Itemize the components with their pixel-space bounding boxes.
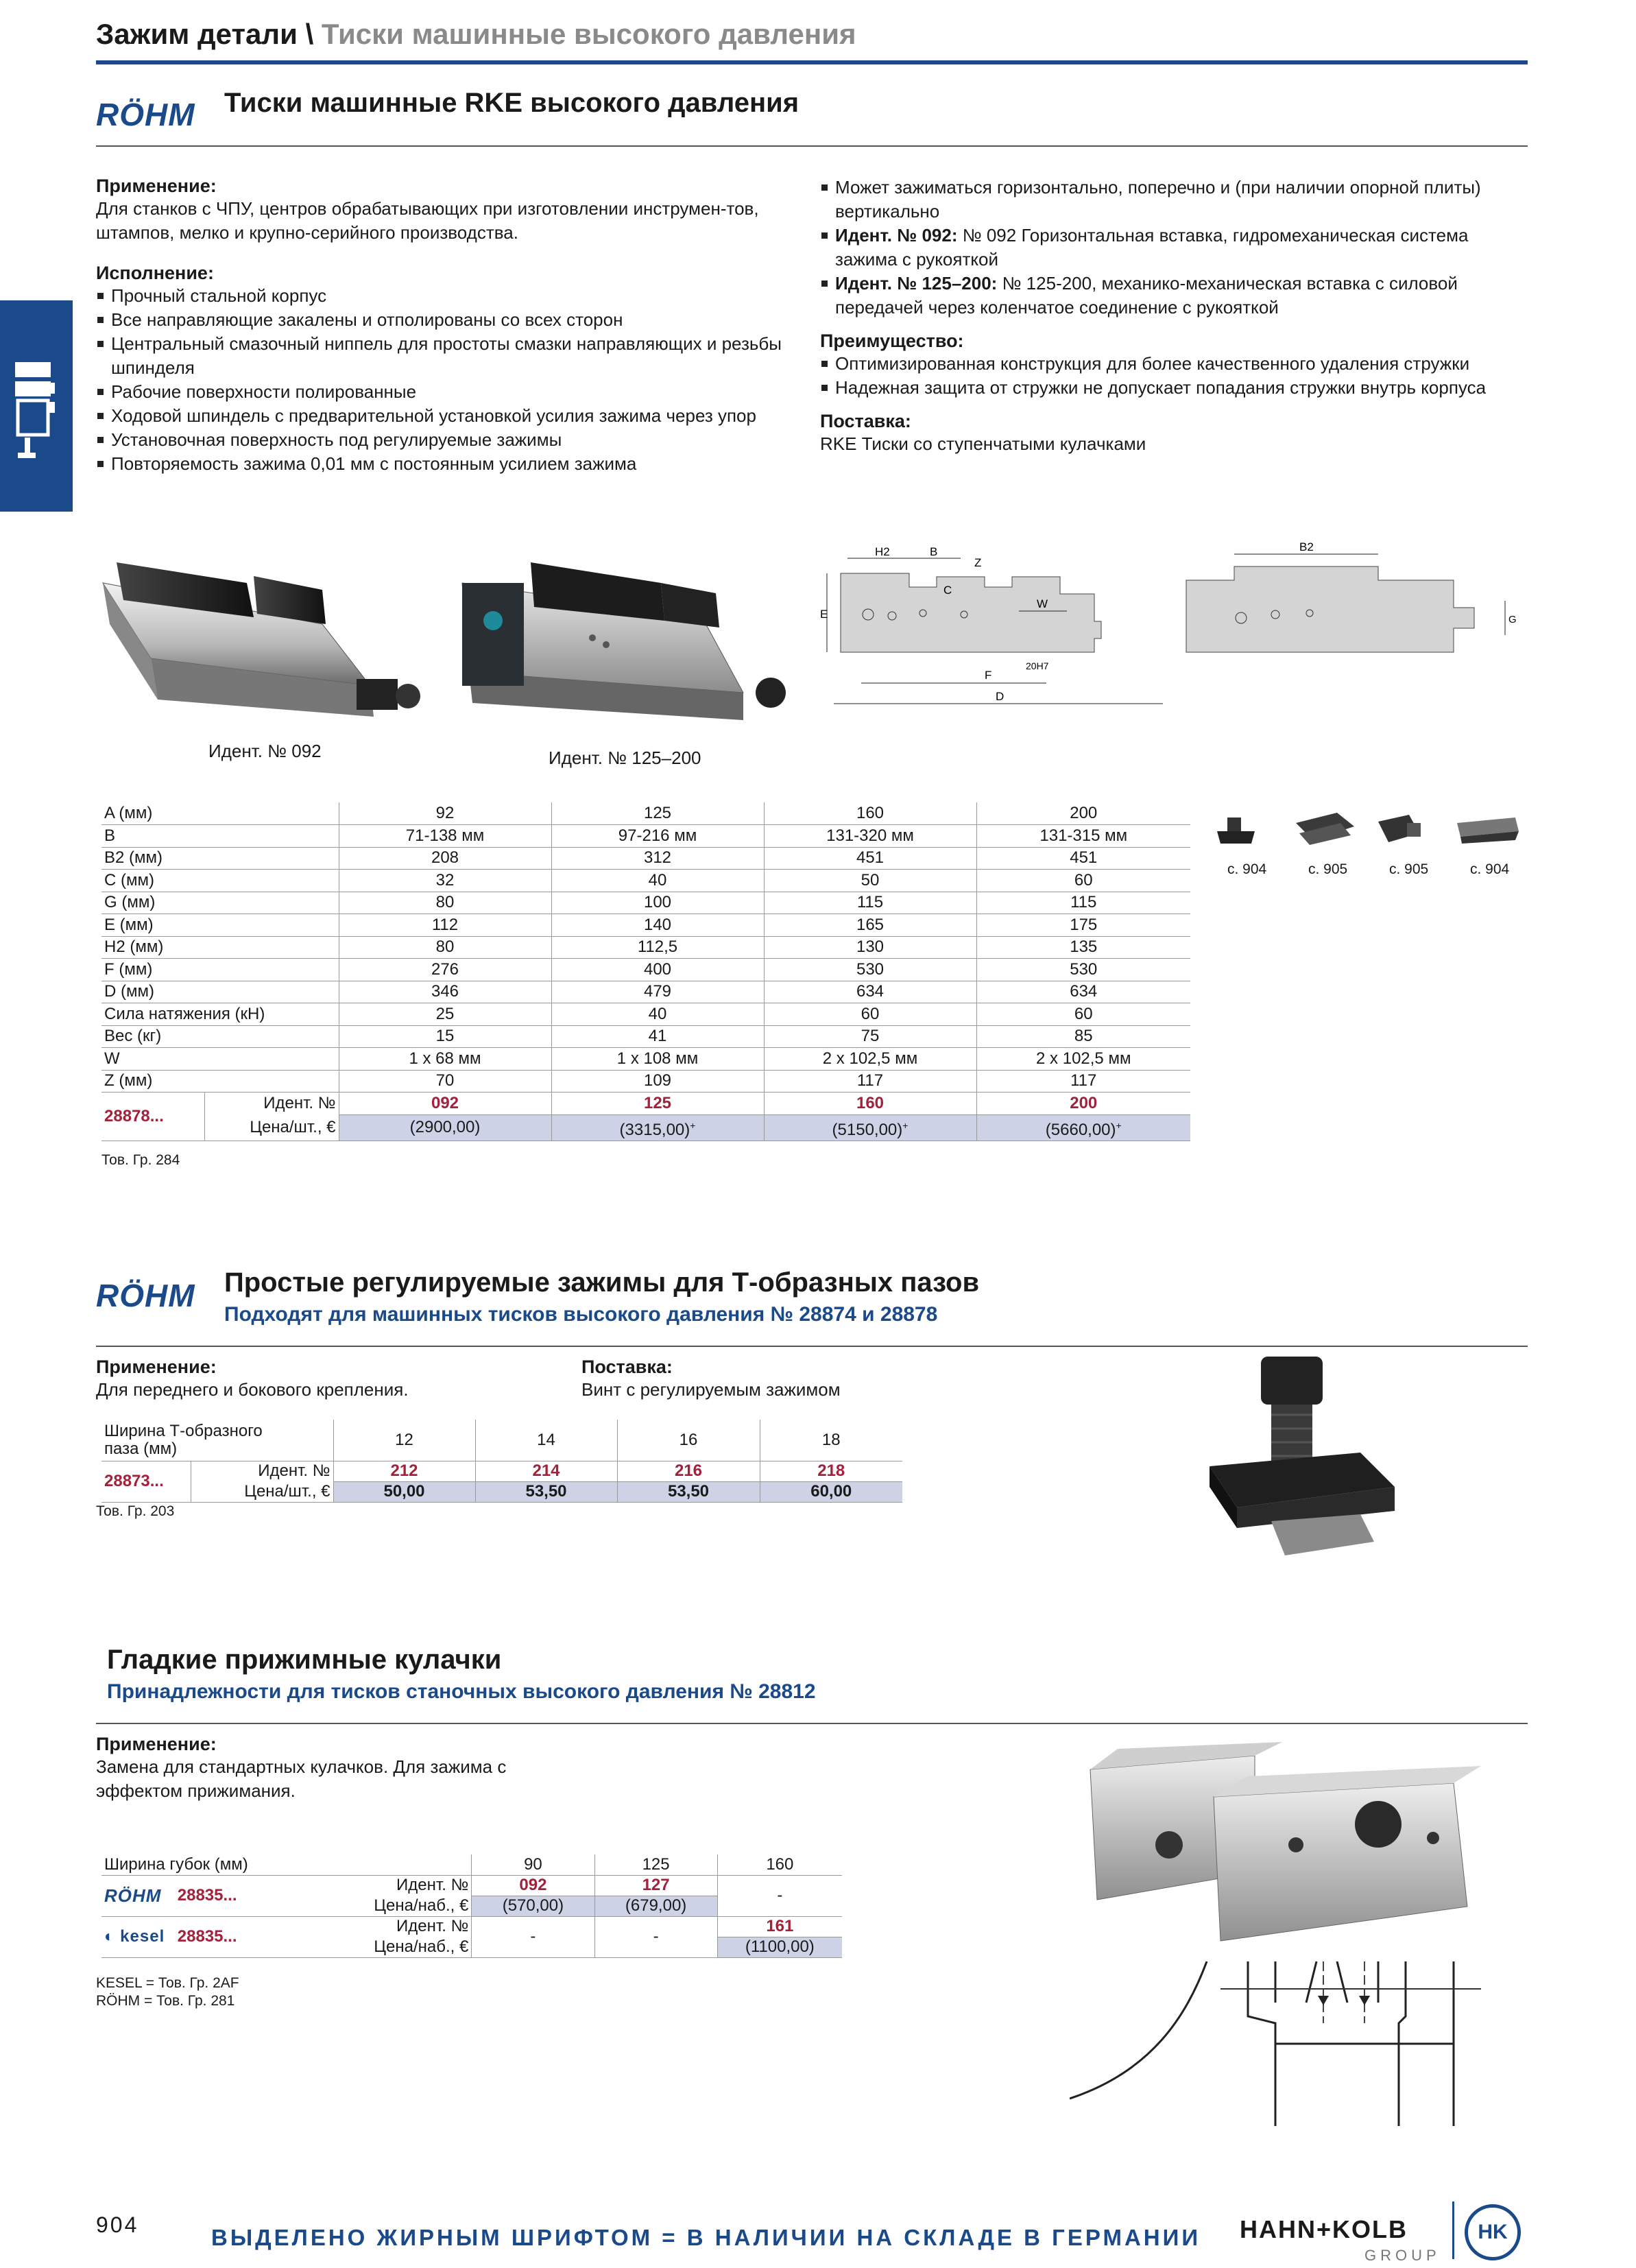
rohm-logo: RÖHM: [96, 97, 195, 132]
ident-200: 200: [976, 1093, 1190, 1115]
svg-text:B2: B2: [1299, 540, 1314, 553]
section-side-tab[interactable]: [0, 300, 73, 512]
vise-092-caption: Идент. № 092: [208, 741, 322, 761]
ident-row: 28878... Идент. № 092 125 160 200: [101, 1093, 1190, 1115]
s3-application: [96, 1734, 562, 1803]
table-row: F (мм) 276 400 530 530: [101, 959, 1190, 981]
s1-left-column: [96, 176, 816, 476]
table-row: A (мм) 92 125 160 200: [101, 802, 1190, 825]
list-item: Идент. № 092: № 092 Горизонтальная вставка, гидромеханическая система зажима с рукояткой: [820, 224, 1526, 272]
ident-160: 160: [764, 1093, 976, 1115]
price-row: Цена/наб., € (570,00) (679,00): [101, 1896, 842, 1916]
jaws-section-drawing: [1070, 1961, 1515, 2126]
list-item: Может зажиматься горизонтально, поперечно и (при наличии опорной плиты) вертикально: [820, 176, 1526, 224]
list-item: Надежная защита от стружки не допускает попадания стружки внутрь корпуса: [820, 376, 1526, 400]
table-row: E (мм) 112 140 165 175: [101, 914, 1190, 937]
s1-right-list: [820, 176, 1526, 320]
s3-price-table: [101, 1854, 842, 1958]
accessory-caption[interactable]: с. 905: [1389, 861, 1429, 877]
order-number: 28835...: [175, 1875, 256, 1916]
kesel-logo: ◐ kesel: [101, 1916, 175, 1957]
rohm-logo: RÖHM: [96, 1278, 195, 1313]
table-row: D (мм) 346 479 634 634: [101, 981, 1190, 1003]
page-number: 904: [96, 2212, 139, 2237]
svg-text:E: E: [820, 608, 828, 621]
table-row: G (мм) 80 100 115 115: [101, 892, 1190, 914]
hahn-kolb-group: GROUP: [1364, 2247, 1441, 2264]
order-number: 28878...: [101, 1093, 204, 1141]
footer-divider: [1452, 2201, 1454, 2259]
s2-subtitle: Подходят для машинных тисков высокого давления № 28874 и 28878: [224, 1303, 938, 1326]
s2-price-table: [101, 1420, 902, 1503]
list-item: Ходовой шпиндель с предварительной установкой усилия зажима через упор: [96, 404, 816, 428]
s1-right-column: [820, 176, 1526, 456]
hk-emblem-icon: HK: [1465, 2204, 1521, 2260]
vise-icon: [0, 300, 73, 512]
s3-app-label: Применение:: [96, 1734, 217, 1754]
svg-text:C: C: [943, 584, 952, 597]
header-separator: \: [297, 18, 322, 50]
s3-subtitle: Принадлежности для тисков станочных высокого давления № 28812: [107, 1680, 816, 1703]
page-header-title: [96, 18, 856, 51]
s1-supply-text: RKE Тиски со ступенчатыми кулачками: [820, 433, 1146, 454]
s1-product-group: Тов. Гр. 284: [101, 1152, 180, 1168]
s1-exec-list: [96, 284, 816, 476]
table-row: W 1 х 68 мм 1 х 108 мм 2 х 102,5 мм 2 х 102,5 мм: [101, 1048, 1190, 1071]
order-number: 28873...: [101, 1461, 191, 1502]
price-row: Цена/шт., € 50,00 53,50 53,50 60,00: [101, 1481, 902, 1502]
table-row: Вес (кг) 15 41 75 85: [101, 1025, 1190, 1048]
ident-092: 092: [339, 1093, 551, 1115]
s1-supply-label: Поставка:: [820, 411, 911, 431]
s2-app-text: Для переднего и бокового крепления.: [96, 1379, 409, 1400]
ident-row: ◐ kesel 28835... Идент. № - - 161: [101, 1916, 842, 1937]
s2-supply: [581, 1357, 993, 1402]
header-sub: Тиски машинные высокого давления: [321, 18, 856, 50]
s1-exec-label: Исполнение:: [96, 263, 214, 283]
svg-text:W: W: [1037, 597, 1048, 610]
list-item: Идент. № 125–200: № 125-200, механико-механическая вставка с силовой передачей через коленчатое соединение с рукояткой: [820, 272, 1526, 320]
s3-note-rohm: RÖHM = Тов. Гр. 281: [96, 1993, 235, 2009]
svg-text:Z: Z: [974, 556, 982, 569]
vise-125-200-photo: [455, 542, 812, 741]
accessory-caption[interactable]: с. 904: [1470, 861, 1510, 877]
table-row: Z (мм) 70 109 117 117: [101, 1070, 1190, 1093]
list-item: Все направляющие закалены и отполированы со всех сторон: [96, 308, 816, 332]
s2-product-group: Тов. Гр. 203: [96, 1503, 175, 1519]
svg-text:B: B: [930, 545, 938, 558]
table-row: Сила натяжения (кН) 25 40 60 60: [101, 1003, 1190, 1026]
list-item: Оптимизированная конструкция для более качественного удаления стружки: [820, 352, 1526, 376]
vise-125-200-caption: Идент. № 125–200: [549, 748, 701, 768]
s1-app-text: Для станков с ЧПУ, центров обрабатывающих при изготовлении инструмен-тов, штампов, мелко и крупно-серийного производства.: [96, 198, 759, 243]
table-row: C (мм) 32 40 50 60: [101, 870, 1190, 892]
s2-app-label: Применение:: [96, 1357, 217, 1377]
price-row: Цена/наб., € (1100,00): [101, 1937, 842, 1957]
s1-adv-list: [820, 352, 1526, 400]
s2-title: Простые регулируемые зажимы для Т-образных пазов: [224, 1267, 980, 1298]
s3-title: Гладкие прижимные кулачки: [107, 1645, 502, 1675]
list-item: Рабочие поверхности полированные: [96, 380, 816, 404]
svg-text:G: G: [1508, 614, 1517, 625]
svg-text:H2: H2: [875, 545, 890, 558]
s2-rule: [96, 1346, 1528, 1347]
vise-side-drawing: [820, 539, 1177, 724]
footer-stock-note: ВЫДЕЛЕНО ЖИРНЫМ ШРИФТОМ = В НАЛИЧИИ НА СКЛАДЕ В ГЕРМАНИИ: [211, 2225, 1201, 2250]
svg-text:F: F: [985, 669, 992, 682]
order-number: 28835...: [175, 1916, 256, 1957]
svg-text:20H7: 20H7: [1026, 660, 1049, 671]
list-item: Установочная поверхность под регулируемые зажимы: [96, 428, 816, 452]
vise-092-photo: [96, 542, 439, 741]
price-row: Цена/шт., € (2900,00) (3315,00)+ (5150,00)+ (5660,00)+: [101, 1114, 1190, 1141]
list-item: Центральный смазочный ниппель для простоты смазки направляющих и резьбы шпинделя: [96, 332, 816, 380]
accessory-caption[interactable]: с. 904: [1227, 861, 1267, 877]
s3-rule: [96, 1723, 1528, 1724]
table-row: B2 (мм) 208 312 451 451: [101, 847, 1190, 870]
s3-note-kesel: KESEL = Тов. Гр. 2AF: [96, 1975, 239, 1991]
svg-text:D: D: [996, 690, 1005, 703]
hahn-kolb-logo: HAHN+KOLB: [1240, 2215, 1408, 2243]
ident-row: 28873... Идент. № 212 214 216 218: [101, 1461, 902, 1481]
list-item: Повторяемость зажима 0,01 мм с постоянным усилием зажима: [96, 452, 816, 476]
accessory-caption[interactable]: с. 905: [1308, 861, 1348, 877]
header-main: Зажим детали: [96, 18, 298, 50]
s1-rule: [96, 145, 1528, 147]
table-row: B 71-138 мм 97-216 мм 131-320 мм 131-315 мм: [101, 825, 1190, 848]
s2-supply-label: Поставка:: [581, 1357, 673, 1377]
vise-top-drawing: [1179, 539, 1529, 676]
rohm-logo: RÖHM: [101, 1875, 175, 1916]
s3-app-text: Замена для стандартных кулачков. Для зажима с эффектом прижимания.: [96, 1756, 507, 1801]
t-slot-clamp-photo: [1196, 1350, 1402, 1562]
s1-spec-table: [101, 802, 1190, 1141]
header-rule: [96, 60, 1528, 64]
table-row: Ширина губок (мм) 90 125 160: [101, 1854, 842, 1875]
s1-app-label: Применение:: [96, 176, 217, 196]
s2-supply-text: Винт с регулируемым зажимом: [581, 1379, 841, 1400]
s1-title: Тиски машинные RKE высокого давления: [224, 88, 799, 118]
ident-125: 125: [551, 1093, 764, 1115]
list-item: Прочный стальной корпус: [96, 284, 816, 308]
accessories-thumbnails: [1214, 802, 1529, 878]
table-row: Ширина Т-образного паза (мм) 12 14 16 18: [101, 1420, 902, 1461]
s2-application: [96, 1357, 562, 1402]
s1-adv-label: Преимущество:: [820, 331, 964, 351]
smooth-jaws-photo: [1083, 1742, 1522, 1955]
ident-row: RÖHM 28835... Идент. № 092 127 -: [101, 1875, 842, 1896]
table-row: H2 (мм) 80 112,5 130 135: [101, 936, 1190, 959]
